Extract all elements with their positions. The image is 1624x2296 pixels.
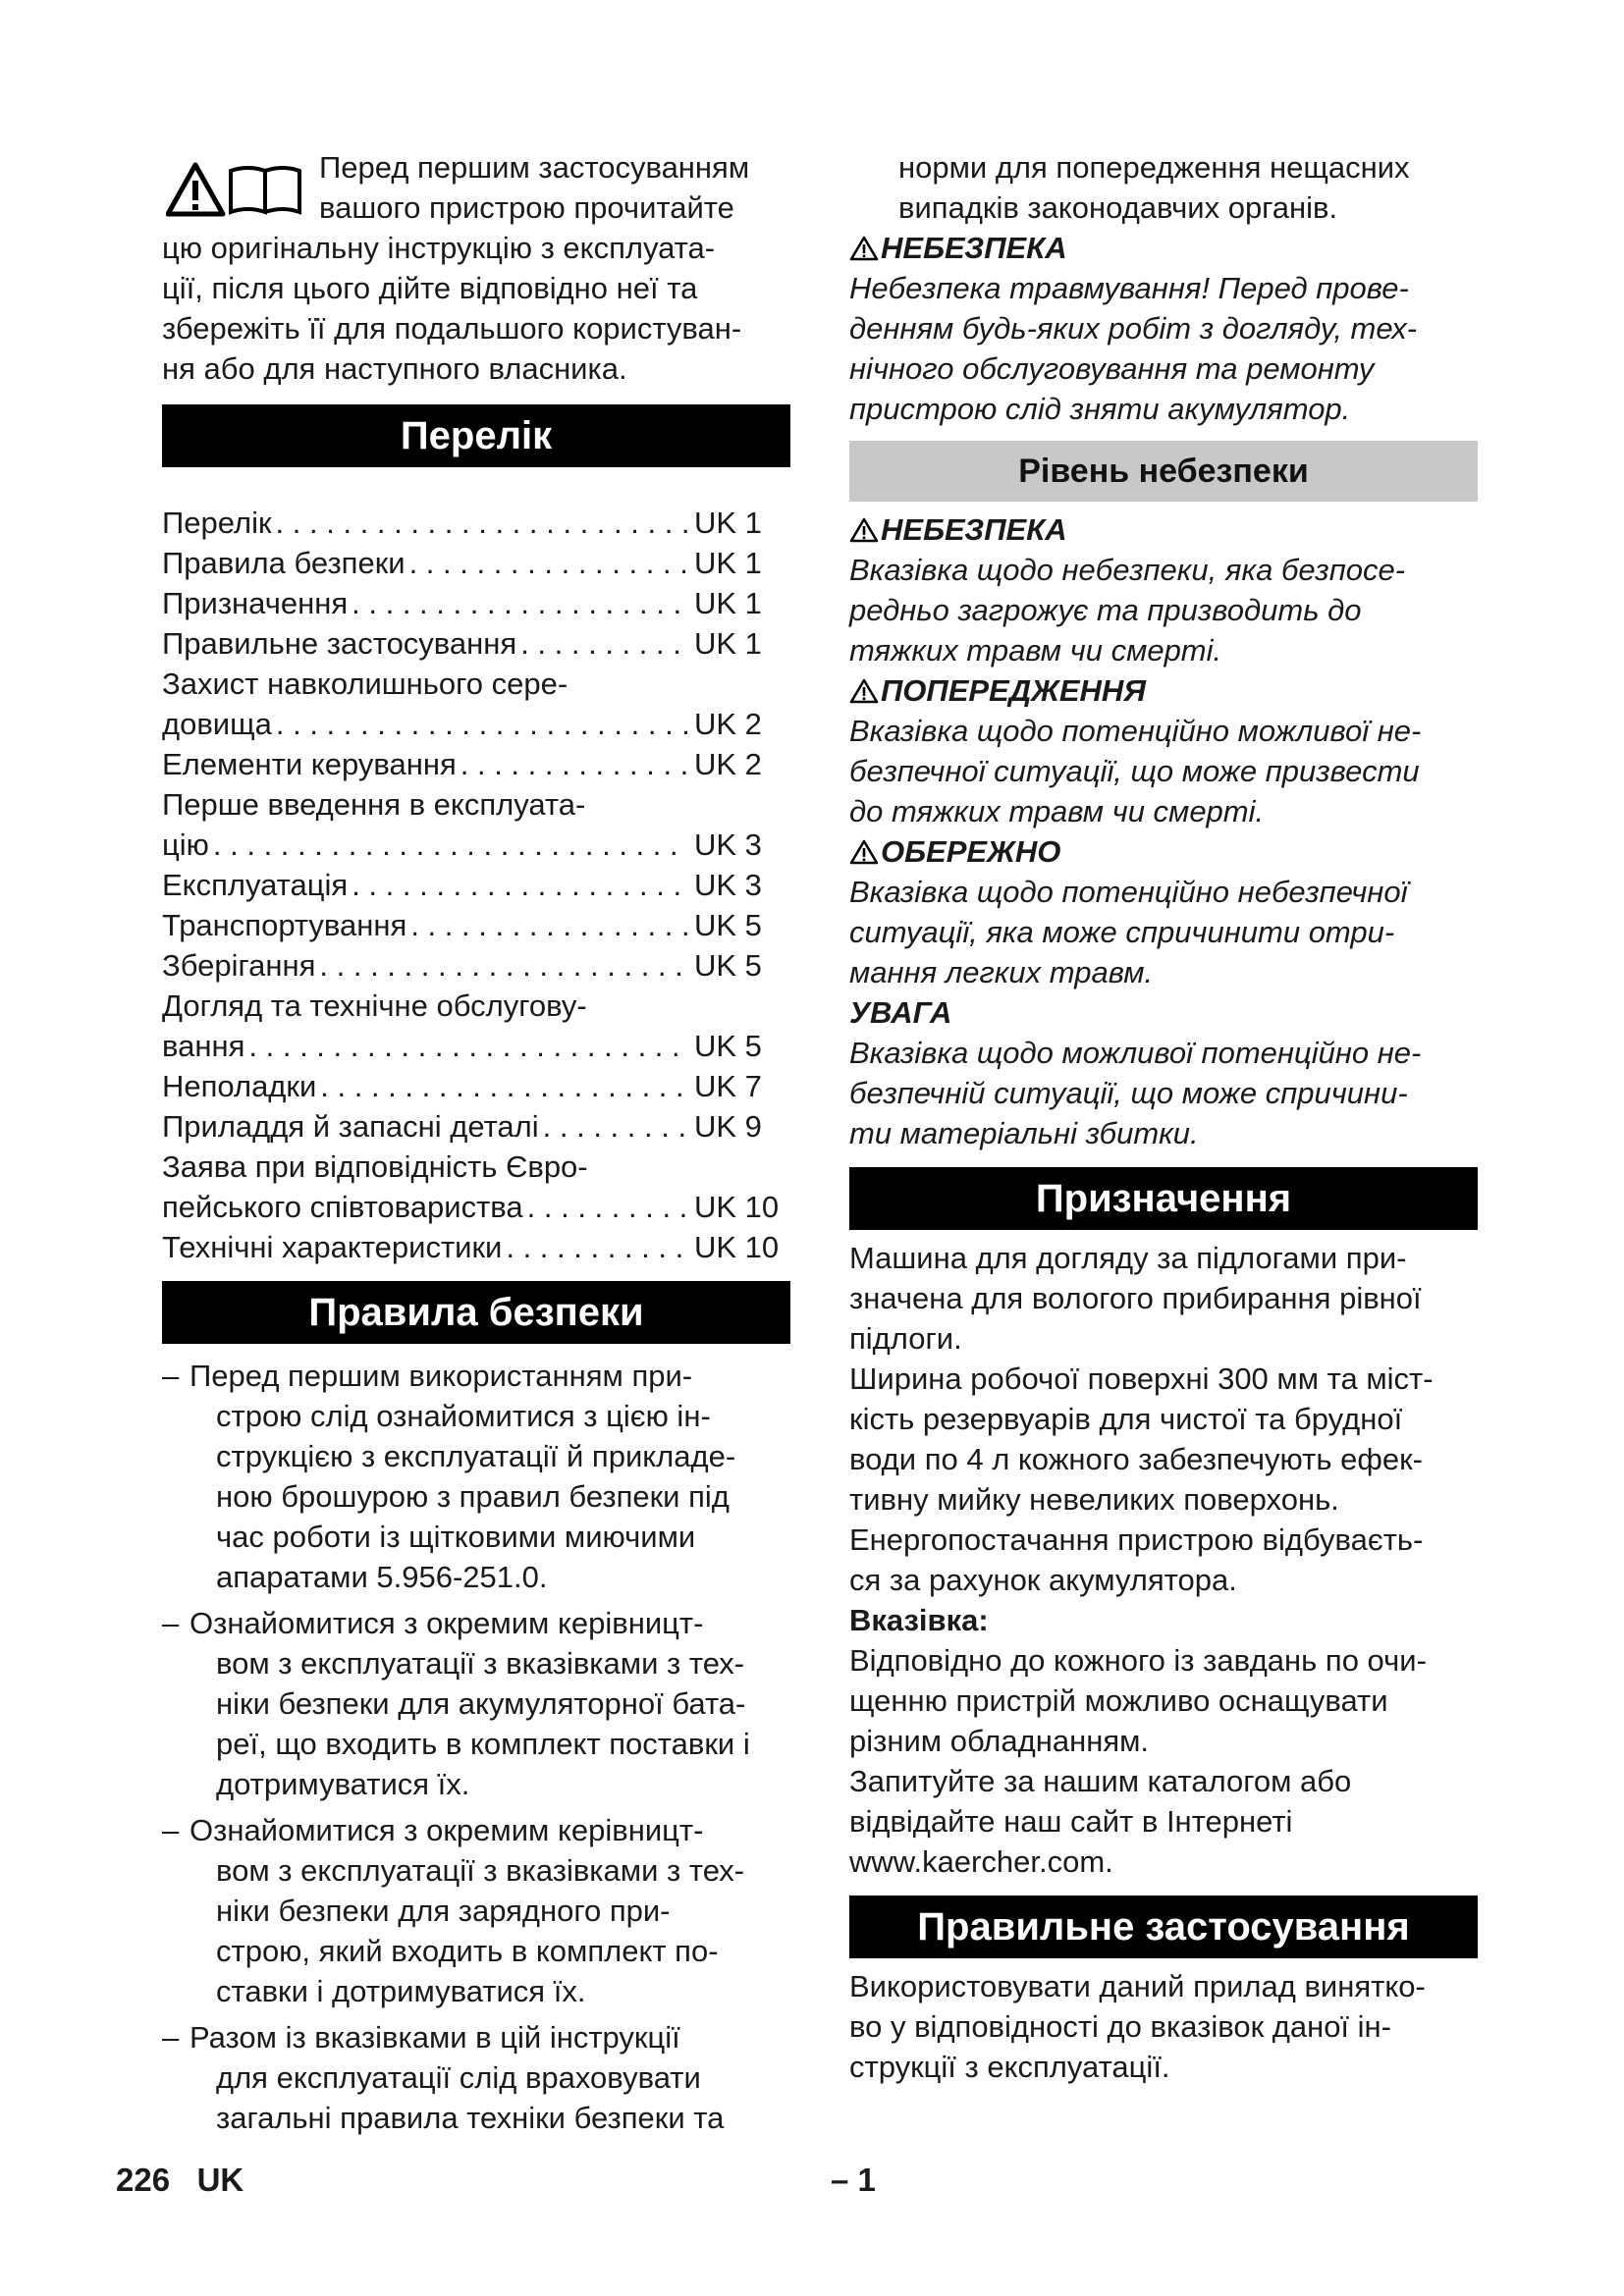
bullet-line: ставки і дотримуватися їх.: [216, 1974, 586, 2008]
level-text: ти матеріальні збитки.: [849, 1116, 1199, 1150]
bullet-line: апаратами 5.956-251.0.: [216, 1560, 548, 1594]
proper-use-heading: Правильне застосування: [849, 1896, 1478, 1958]
continued-line: випадків законодавчих органів.: [898, 190, 1338, 225]
danger-text: пристрою слід зняти акумулятор.: [849, 392, 1351, 426]
toc-page: UK 1: [694, 626, 762, 661]
warning-manual-icon: [166, 161, 305, 220]
toc-page: UK 10: [694, 1190, 780, 1224]
toc-entry[interactable]: [162, 543, 790, 583]
toc-entry[interactable]: [162, 865, 790, 905]
toc-page: UK 1: [694, 506, 762, 540]
level-heading-text: НЕБЕЗПЕКА: [881, 512, 1067, 547]
danger-text: денням будь-яких робіт з догляду, тех-: [849, 311, 1418, 346]
safety-bullet: [162, 2017, 790, 2138]
toc-page: UK 3: [694, 868, 762, 902]
bullet-line: Ознайомитися з окремим керівницт-: [189, 1606, 704, 1640]
intro-notice: [162, 147, 790, 389]
toc-label-line1: Захист навколишнього сере-: [162, 667, 568, 701]
danger-heading-text: НЕБЕЗПЕКА: [881, 231, 1067, 265]
proper-use-section: [849, 1966, 1478, 2087]
toc-label: Зберігання: [162, 948, 316, 983]
toc-label-line1: Догляд та технічне обслугову-: [162, 988, 587, 1023]
toc-page: UK 5: [694, 1029, 762, 1063]
danger-heading: [849, 228, 1478, 268]
safety-bullet: [162, 1356, 790, 1597]
toc-entry[interactable]: [162, 1026, 790, 1066]
toc-page: UK 3: [694, 828, 762, 862]
purpose-line: підлоги.: [849, 1321, 962, 1356]
bullet-line: Разом із вказівками в цій інструкції: [189, 2020, 680, 2055]
level-heading-text: ПОПЕРЕДЖЕННЯ: [881, 673, 1146, 708]
toc-label: вання: [162, 1029, 245, 1063]
level-text: Вказівка щодо потенційно небезпечної: [849, 875, 1408, 909]
bullet-line: вом з експлуатації з вказівками з тех-: [216, 1646, 745, 1681]
bullet-line: ніки безпеки для акумуляторної бата-: [216, 1686, 746, 1721]
hazard-levels: [849, 509, 1478, 1153]
level-text: Вказівка щодо потенційно можливої не-: [849, 714, 1422, 748]
toc-entry[interactable]: [162, 825, 790, 865]
toc-entry[interactable]: [162, 623, 790, 664]
purpose-line: значена для вологого прибирання рівної: [849, 1281, 1422, 1315]
level-text: редньо загрожує та призводить до: [849, 593, 1362, 627]
bullet-line: вом з експлуатації з вказівками з тех-: [216, 1853, 745, 1888]
bullet-line: Перед першим використанням при-: [189, 1359, 693, 1393]
bullet-dash: –: [162, 1606, 180, 1640]
intro-line: цю оригінальну інструкцію з експлуата-: [162, 231, 716, 265]
purpose-line: Енергопостачання пристрою відбуваєть-: [849, 1522, 1424, 1557]
bullet-dash: –: [162, 2020, 180, 2055]
intro-line-1: Перед першим застосуванням: [319, 150, 750, 185]
toc-entry[interactable]: [162, 1106, 790, 1147]
proper-use-line: Використовувати даний прилад винятко-: [849, 1969, 1426, 2003]
left-column: [162, 147, 790, 2144]
toc-label: Приладдя й запасні деталі: [162, 1109, 539, 1144]
note-line: Запитуйте за нашим каталогом або: [849, 1764, 1352, 1798]
toc-label: довища: [162, 707, 272, 741]
danger-text: Небезпека травмування! Перед прове-: [849, 271, 1409, 305]
toc-label: Перелік: [162, 506, 272, 540]
website-link[interactable]: www.kaercher.com.: [849, 1844, 1113, 1879]
bullet-dash: –: [162, 1813, 180, 1847]
level-heading-text: ОБЕРЕЖНО: [881, 834, 1061, 869]
danger-text: нічного обслуговування та ремонту: [849, 351, 1375, 386]
toc-label: Правильне застосування: [162, 626, 517, 661]
bullet-line: Ознайомитися з окремим керівницт-: [189, 1813, 704, 1847]
bullet-line: дотримуватися їх.: [216, 1767, 470, 1801]
safety-bullet: [162, 1603, 790, 1804]
note-line: відвідайте наш сайт в Інтернеті: [849, 1804, 1293, 1839]
note-line: Відповідно до кожного із завдань по очи-: [849, 1643, 1427, 1678]
safety-bullets: [162, 1356, 790, 2138]
intro-line: ня або для наступного власника.: [162, 351, 627, 386]
toc-label: Елементи керування: [162, 747, 457, 781]
bullet-line: струкцією з експлуатації й прикладе-: [216, 1439, 736, 1473]
hazard-levels-heading: Рівень небезпеки: [849, 441, 1478, 502]
note-line: щенню пристрій можливо оснащувати: [849, 1683, 1388, 1718]
purpose-line: води по 4 л кожного забезпечують ефек-: [849, 1442, 1423, 1476]
toc-page: UK 1: [694, 546, 762, 580]
toc-page: UK 9: [694, 1109, 762, 1144]
level-heading-caution: [849, 831, 1478, 872]
warning-triangle-icon: [849, 236, 879, 261]
level-heading-danger: [849, 509, 1478, 550]
bullet-line: час роботи із щітковими миючими: [216, 1520, 696, 1554]
level-text: мання легких травм.: [849, 955, 1154, 989]
toc-heading: Перелік: [162, 404, 790, 467]
level-text: до тяжких травм чи смерті.: [849, 794, 1265, 828]
toc-label: Технічні характеристики: [162, 1230, 503, 1264]
intro-line: збережіть її для подальшого користуван-: [162, 311, 742, 346]
proper-use-line: струкції з експлуатації.: [849, 2050, 1170, 2084]
toc-page: UK 7: [694, 1069, 762, 1103]
note-label: Вказівка:: [849, 1603, 989, 1637]
toc-entry[interactable]: [162, 1066, 790, 1106]
purpose-line: кість резервуарів для чистої та брудної: [849, 1402, 1403, 1436]
bullet-line: реї, що входить в комплект поставки і: [216, 1727, 750, 1761]
toc-page: UK 5: [694, 908, 762, 942]
warning-triangle-icon: [849, 678, 879, 704]
toc-entry[interactable]: [162, 744, 790, 784]
toc-label: Експлуатація: [162, 868, 349, 902]
table-of-contents: [162, 503, 790, 1267]
toc-label: Призначення: [162, 586, 349, 620]
toc-label: Транспортування: [162, 908, 407, 942]
level-text: Вказівка щодо можливої потенційно не-: [849, 1036, 1422, 1070]
purpose-line: Машина для догляду за підлогами при-: [849, 1241, 1407, 1275]
purpose-line: Ширина робочої поверхні 300 мм та міст-: [849, 1362, 1434, 1396]
toc-entry[interactable]: [162, 503, 790, 543]
toc-entry[interactable]: [162, 704, 790, 744]
warning-triangle-icon: [849, 839, 879, 865]
bullet-dash: –: [162, 1359, 180, 1393]
level-text: безпечній ситуації, що може спричини-: [849, 1076, 1408, 1110]
toc-page: UK 5: [694, 948, 762, 983]
bullet-line: для експлуатації слід враховувати: [216, 2060, 701, 2095]
toc-label: цію: [162, 828, 209, 862]
purpose-section: [849, 1238, 1478, 1882]
toc-entry[interactable]: [162, 905, 790, 945]
purpose-line: ся за рахунок акумулятора.: [849, 1563, 1237, 1597]
proper-use-line: во у відповідності до вказівок даної ін-: [849, 2009, 1391, 2044]
intro-line: ції, після цього дійте відповідно неї та: [162, 271, 698, 305]
toc-label: пейського співтовариства: [162, 1190, 523, 1224]
purpose-line: тивну мийку невеликих поверхонь.: [849, 1482, 1339, 1517]
safety-heading: Правила безпеки: [162, 1281, 790, 1344]
note-line: різним обладнанням.: [849, 1724, 1150, 1758]
purpose-heading: Призначення: [849, 1167, 1478, 1230]
page-footer-left: [116, 2162, 244, 2199]
toc-label: Правила безпеки: [162, 546, 406, 580]
bullet-line: строю слід ознайомитися з цією ін-: [216, 1399, 711, 1433]
toc-page: UK 2: [694, 747, 762, 781]
toc-page: UK 1: [694, 586, 762, 620]
warning-triangle-icon: [849, 517, 879, 543]
toc-label: Неполадки: [162, 1069, 317, 1103]
level-heading-warning: [849, 670, 1478, 711]
toc-entry[interactable]: [162, 945, 790, 986]
bullet-line: строю, який входить в комплект по-: [216, 1934, 719, 1968]
section-page-number: – 1: [831, 2162, 876, 2198]
bullet-line: ною брошурою з правил безпеки під: [216, 1479, 730, 1514]
level-text: ситуації, яка може спричинити отри-: [849, 915, 1395, 949]
page-number: 226: [116, 2162, 171, 2198]
toc-page: UK 10: [694, 1230, 780, 1264]
safety-bullet: [162, 1810, 790, 2011]
toc-label-line1: Заява при відповідність Євро-: [162, 1149, 588, 1184]
right-column: [849, 147, 1478, 2087]
toc-entry[interactable]: [162, 583, 790, 623]
toc-label-line1: Перше введення в експлуата-: [162, 787, 586, 822]
toc-entry[interactable]: [162, 1227, 790, 1267]
level-text: тяжких травм чи смерті.: [849, 633, 1222, 667]
level-heading-attention: УВАГА: [849, 995, 952, 1030]
language-code: UK: [196, 2162, 244, 2198]
toc-page: UK 2: [694, 707, 762, 741]
bullet-line: ніки безпеки для зарядного при-: [216, 1894, 671, 1928]
continued-line: норми для попередження нещасних: [898, 150, 1410, 185]
intro-line-2: вашого пристрою прочитайте: [319, 190, 734, 225]
safety-continued: [849, 147, 1478, 228]
bullet-line: загальні правила техніки безпеки та: [216, 2101, 725, 2135]
toc-entry[interactable]: [162, 1187, 790, 1227]
level-text: Вказівка щодо небезпеки, яка безпосе-: [849, 553, 1406, 587]
level-text: безпечної ситуації, що може призвести: [849, 754, 1420, 788]
